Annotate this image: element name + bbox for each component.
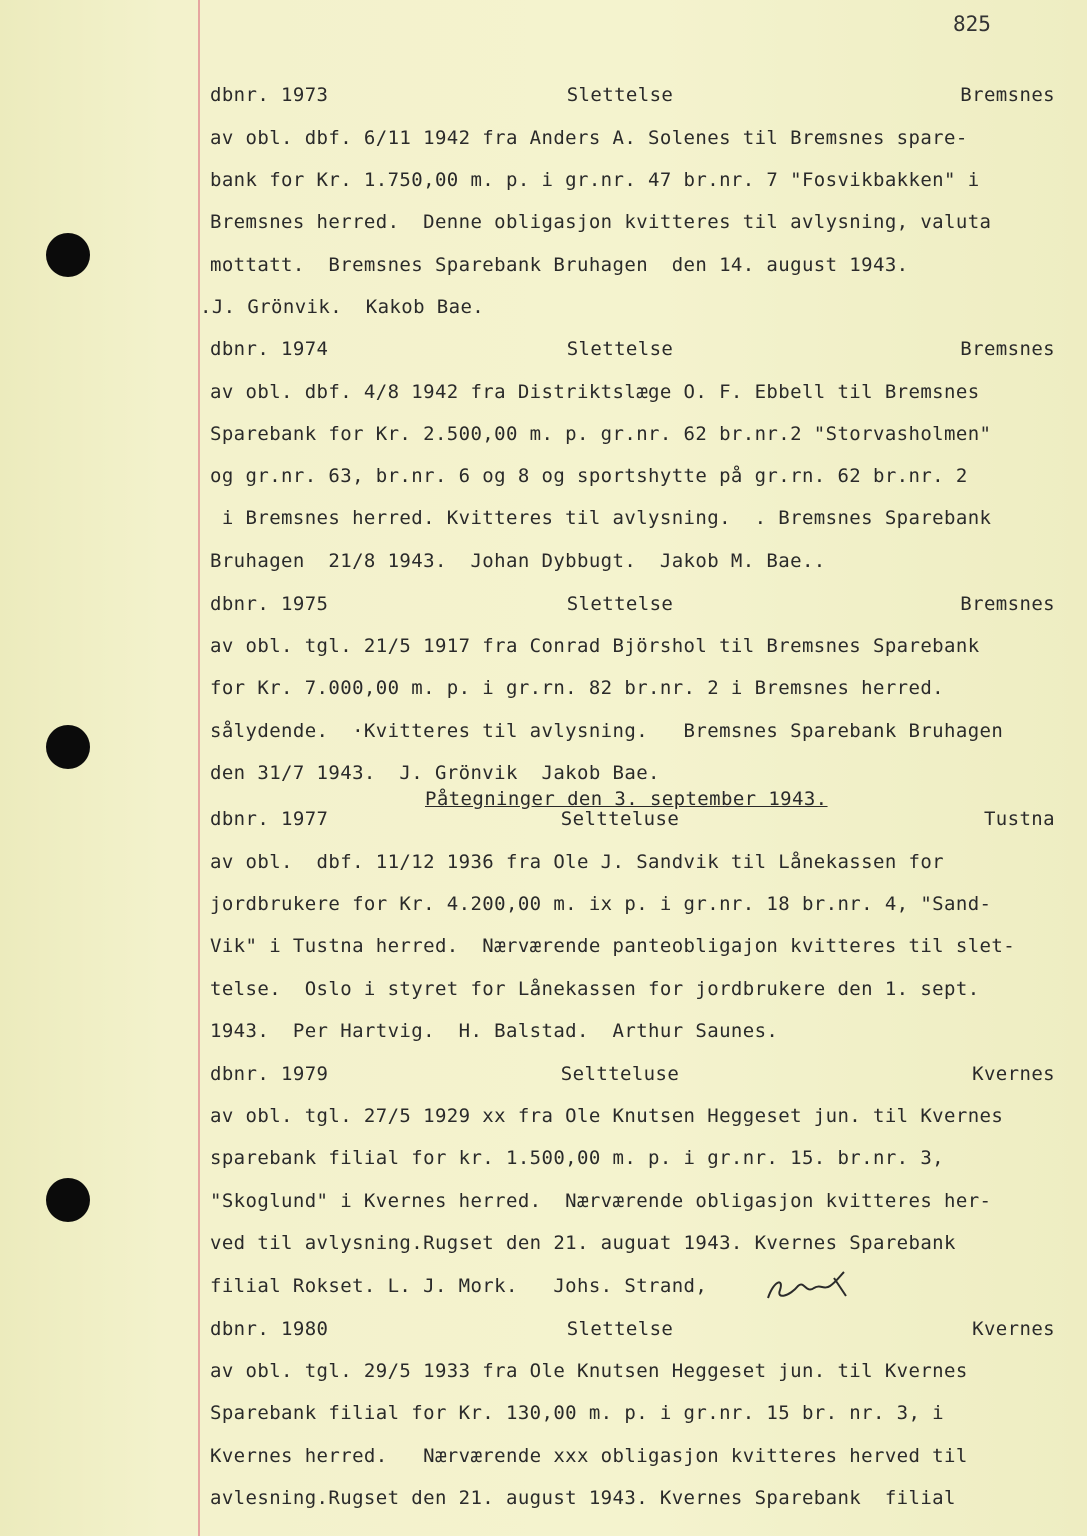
punch-hole [46, 233, 90, 277]
entry-dbnr: dbnr. 1973 [210, 84, 329, 106]
margin-line [198, 0, 200, 1536]
entry-text-line: av obl. dbf. 4/8 1942 fra Distriktslæge O. F. Ebbell til Bremsnes [210, 381, 980, 403]
entry-text-line: av obl. dbf. 6/11 1942 fra Anders A. Solenes til Bremsnes spare- [210, 127, 968, 149]
entry-text-line: Kvernes herred. Nærværende xxx obligasjon kvitteres herved til [210, 1445, 968, 1467]
entry-text-line: bank for Kr. 1.750,00 m. p. i gr.nr. 47 br.nr. 7 "Fosvikbakken" i [210, 169, 980, 191]
entry-text-line: .J. Grönvik. Kakob Bae. [200, 296, 485, 318]
entry-text-line: Sparebank filial for Kr. 130,00 m. p. i gr.nr. 15 br. nr. 3, i [210, 1402, 945, 1424]
entry-type: Seltteluse [560, 1063, 680, 1085]
entry-text-line: av obl. tgl. 29/5 1933 fra Ole Knutsen Heggeset jun. til Kvernes [210, 1360, 968, 1382]
entry-dbnr: dbnr. 1979 [210, 1063, 329, 1085]
entry-header [210, 589, 1055, 619]
entry-dbnr: dbnr. 1974 [210, 338, 329, 360]
entry-place: Bremsnes [960, 593, 1055, 615]
handwritten-signature [760, 1268, 860, 1308]
entry-text-line: av obl. dbf. 11/12 1936 fra Ole J. Sandvik til Lånekassen for [210, 851, 945, 873]
entry-text-line: den 31/7 1943. J. Grönvik Jakob Bae. [210, 762, 660, 784]
entry-header [210, 80, 1055, 110]
entry-text-line: av obl. tgl. 21/5 1917 fra Conrad Björshol til Bremsnes Sparebank [210, 635, 980, 657]
entry-text-line: og gr.nr. 63, br.nr. 6 og 8 og sportshytte på gr.rn. 62 br.nr. 2 [210, 465, 968, 487]
entry-place: Kvernes [972, 1318, 1055, 1340]
entry-type: Slettelse [566, 1318, 674, 1340]
entry-text-line: 1943. Per Hartvig. H. Balstad. Arthur Saunes. [210, 1020, 779, 1042]
entry-text-line: "Skoglund" i Kvernes herred. Nærværende obligasjon kvitteres her- [210, 1190, 992, 1212]
entry-type: Slettelse [566, 84, 674, 106]
entry-text-line: Vik" i Tustna herred. Nærværende panteobligajon kvitteres til slet- [210, 935, 1016, 957]
section-heading: Påtegninger den 3. september 1943. [425, 788, 828, 810]
page-number: 825 [953, 12, 991, 36]
punch-hole [46, 725, 90, 769]
entry-text-line: Sparebank for Kr. 2.500,00 m. p. gr.nr. 62 br.nr.2 "Storvasholmen" [210, 423, 992, 445]
entry-dbnr: dbnr. 1980 [210, 1318, 329, 1340]
entry-text-line: telse. Oslo i styret for Lånekassen for jordbrukere den 1. sept. [210, 978, 980, 1000]
entry-text-line: ved til avlysning.Rugset den 21. auguat 1943. Kvernes Sparebank [210, 1232, 956, 1254]
entry-text-line: jordbrukere for Kr. 4.200,00 m. ix p. i gr.nr. 18 br.nr. 4, "Sand- [210, 893, 992, 915]
entry-place: Kvernes [972, 1063, 1055, 1085]
entry-place: Bremsnes [960, 338, 1055, 360]
entry-text-line: av obl. tgl. 27/5 1929 xx fra Ole Knutsen Heggeset jun. til Kvernes [210, 1105, 1004, 1127]
entry-place: Bremsnes [960, 84, 1055, 106]
entry-text-line: i Bremsnes herred. Kvitteres til avlysning. . Bremsnes Sparebank [210, 507, 992, 529]
entry-type: Slettelse [566, 593, 674, 615]
entry-header [210, 334, 1055, 364]
entry-type: Seltteluse [560, 808, 680, 830]
entry-text-line: Bremsnes herred. Denne obligasjon kvitteres til avlysning, valuta [210, 211, 992, 233]
entry-type: Slettelse [566, 338, 674, 360]
entry-text-line: avlesning.Rugset den 21. august 1943. Kvernes Sparebank filial [210, 1487, 956, 1509]
entry-header [210, 1059, 1055, 1089]
entry-place: Tustna [983, 808, 1055, 830]
entry-text-line: Bruhagen 21/8 1943. Johan Dybbugt. Jakob M. Bae.. [210, 550, 826, 572]
entry-dbnr: dbnr. 1977 [210, 808, 329, 830]
entry-header [210, 804, 1055, 834]
entry-text-line: for Kr. 7.000,00 m. p. i gr.rn. 82 br.nr. 2 i Bremsnes herred. [210, 677, 945, 699]
entry-text-line: sparebank filial for kr. 1.500,00 m. p. i gr.nr. 15. br.nr. 3, [210, 1147, 945, 1169]
entry-text-line: mottatt. Bremsnes Sparebank Bruhagen den 14. august 1943. [210, 254, 909, 276]
entry-dbnr: dbnr. 1975 [210, 593, 329, 615]
entry-text-line: sålydende. ·Kvitteres til avlysning. Bremsnes Sparebank Bruhagen [210, 720, 1004, 742]
entry-text-line: filial Rokset. L. J. Mork. Johs. Strand, [210, 1275, 708, 1297]
punch-hole [46, 1178, 90, 1222]
entry-header [210, 1314, 1055, 1344]
